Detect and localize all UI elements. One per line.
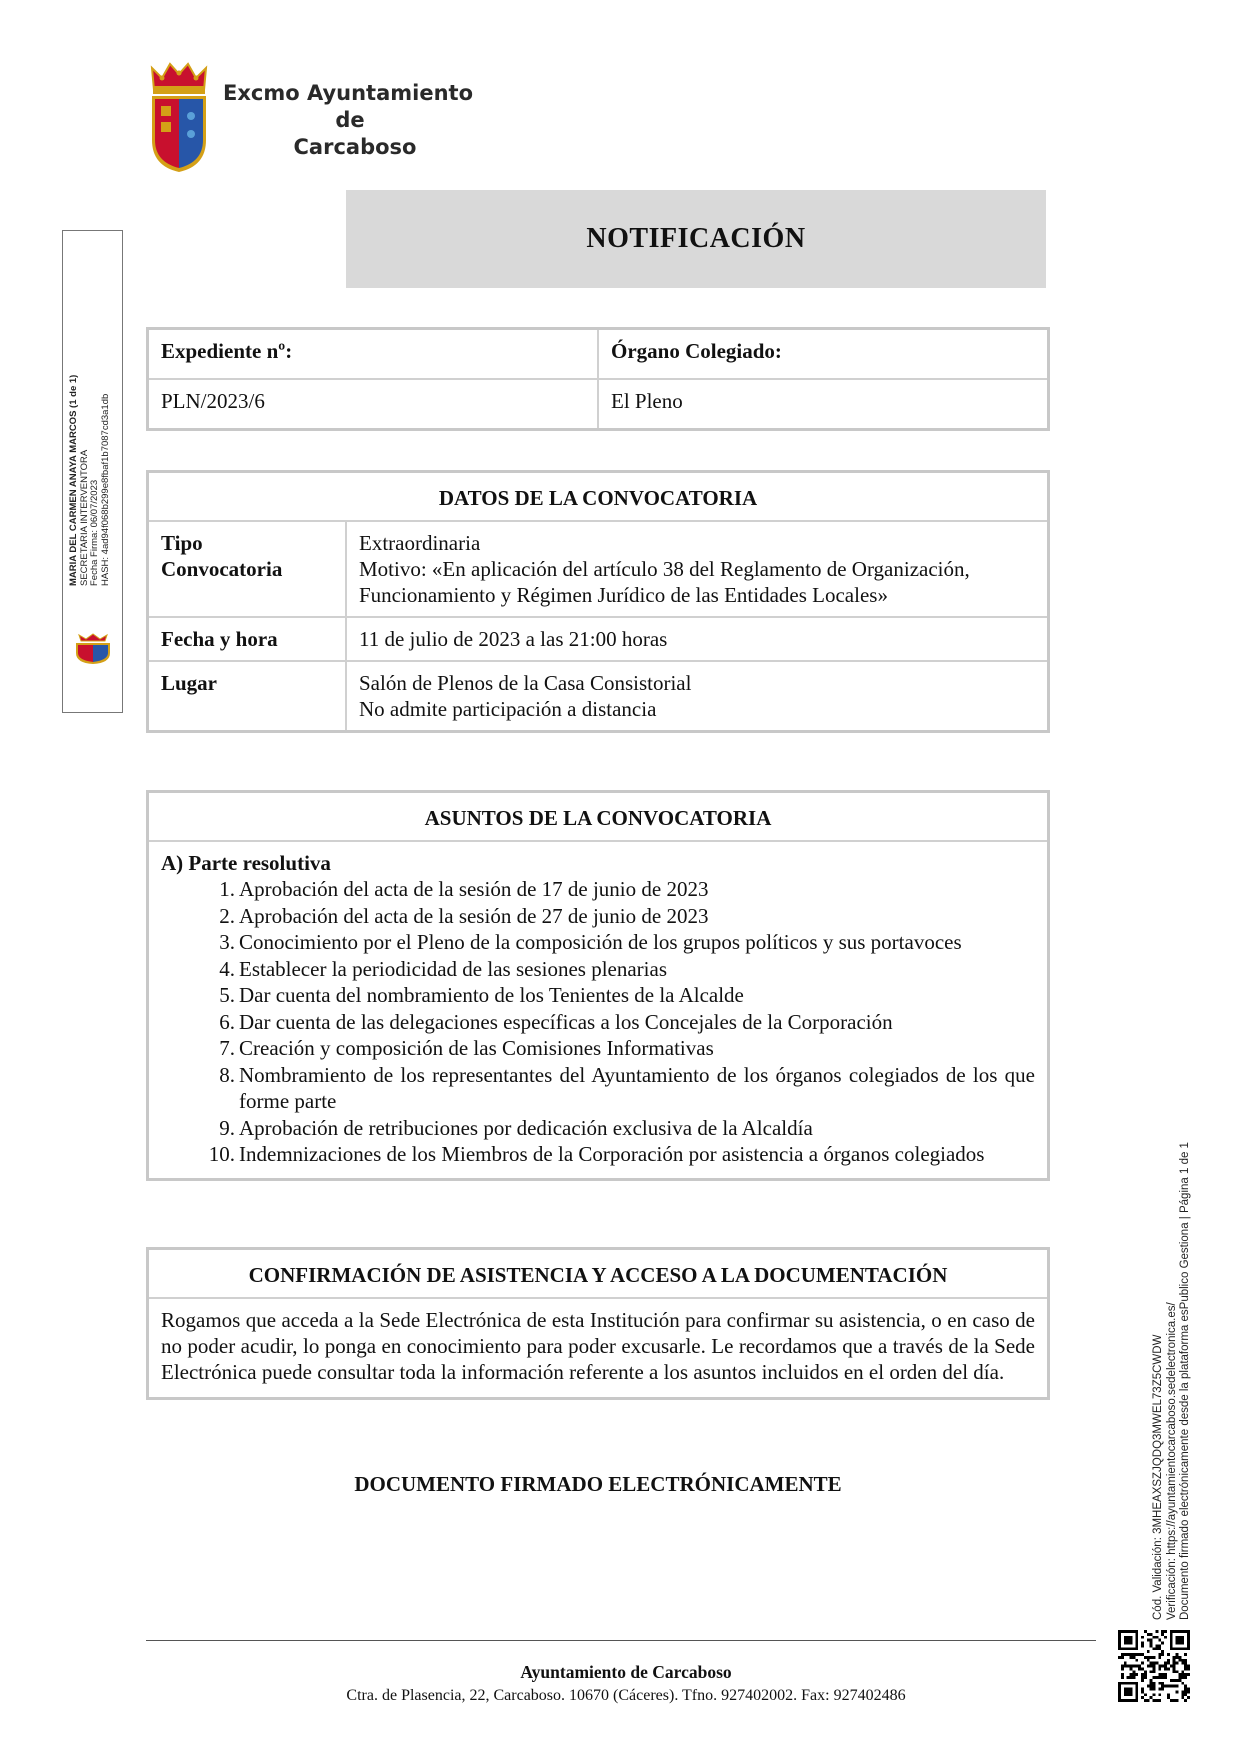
tipo-label-line-2: Convocatoria xyxy=(161,557,283,581)
title-band xyxy=(346,190,1046,288)
asunto-item xyxy=(161,956,1035,983)
organo-label: Órgano Colegiado: xyxy=(598,329,1049,380)
fecha-label: Fecha y hora xyxy=(148,617,347,661)
tipo-label-line-1: Tipo xyxy=(161,531,203,555)
asunto-text: Establecer la periodicidad de las sesiones plenarias xyxy=(239,956,667,981)
asunto-item xyxy=(161,876,1035,903)
asuntos-list xyxy=(161,876,1035,1168)
asunto-number: 6. xyxy=(219,1009,235,1034)
tipo-value xyxy=(346,521,1049,617)
signature-stamp-text xyxy=(69,375,111,586)
signature-stamp xyxy=(62,230,123,713)
asunto-number: 10. xyxy=(208,1142,235,1166)
confirmacion-body: Rogamos que acceda a la Sede Electrónica de esta Institución para confirmar su asistencia, o en caso de no poder acudir, lo ponga en conocimiento para poder excusarle. Le recordamos que a través de la Sede Electrónica puede consultar toda la información referente a los asuntos incluidos en el orden del día. xyxy=(148,1298,1049,1399)
datos-convocatoria-table xyxy=(146,470,1050,733)
datos-heading: DATOS DE LA CONVOCATORIA xyxy=(148,472,1049,522)
stamp-coat-of-arms-icon xyxy=(73,633,113,665)
footer-divider xyxy=(146,1640,1096,1641)
asunto-text: Conocimiento por el Pleno de la composición de los grupos políticos y sus portavoces xyxy=(239,930,962,954)
asuntos-body xyxy=(148,841,1049,1179)
asuntos-table xyxy=(146,790,1050,1181)
firmado-notice: DOCUMENTO FIRMADO ELECTRÓNICAMENTE xyxy=(354,1472,842,1496)
fecha-value: 11 de julio de 2023 a las 21:00 horas xyxy=(346,617,1049,661)
confirmacion-table xyxy=(146,1247,1050,1400)
asunto-item xyxy=(161,982,1035,1009)
asunto-text: Aprobación del acta de la sesión de 27 de junio de 2023 xyxy=(239,903,709,928)
tipo-label xyxy=(148,521,347,617)
asunto-item xyxy=(161,1035,1035,1062)
asunto-text: Nombramiento de los representantes del Ayuntamiento de los órganos colegiados de los que forme parte xyxy=(239,1062,1035,1113)
asunto-number: 3. xyxy=(219,930,235,954)
org-name-line-1: Excmo Ayuntamiento xyxy=(223,81,474,105)
asunto-item xyxy=(161,1062,1035,1115)
asunto-item xyxy=(161,1009,1035,1036)
validation-text xyxy=(1152,1142,1193,1620)
footer-address: Ctra. de Plasencia, 22, Carcaboso. 10670 (Cáceres). Tfno. 927402002. Fax: 927402486 xyxy=(346,1687,906,1704)
expediente-value: PLN/2023/6 xyxy=(148,379,599,430)
signature-date: Fecha Firma: 06/07/2023 xyxy=(89,479,100,586)
asunto-number: 1. xyxy=(219,877,235,901)
lugar-value-line-2: No admite participación a distancia xyxy=(359,697,657,721)
asunto-item xyxy=(161,1141,1035,1168)
confirmacion-heading: CONFIRMACIÓN DE ASISTENCIA Y ACCESO A LA DOCUMENTACIÓN xyxy=(148,1249,1049,1299)
tipo-value-line-1: Extraordinaria xyxy=(359,531,481,555)
asunto-number: 5. xyxy=(219,983,235,1007)
asunto-text: Dar cuenta del nombramiento de los Tenientes de la Alcalde xyxy=(239,983,744,1007)
asunto-number: 2. xyxy=(219,903,235,928)
lugar-value xyxy=(346,661,1049,732)
tipo-value-line-3: Funcionamiento y Régimen Jurídico de las Entidades Locales» xyxy=(359,583,888,607)
signer-name: MARIA DEL CARMEN ANAYA MARCOS (1 de 1) xyxy=(68,374,79,586)
lugar-value-line-1: Salón de Plenos de la Casa Consistorial xyxy=(359,671,692,695)
asunto-item xyxy=(161,929,1035,956)
lugar-label: Lugar xyxy=(148,661,347,732)
org-name-line-2: de xyxy=(335,108,365,132)
coat-of-arms-logo xyxy=(148,60,210,174)
organization-name xyxy=(215,80,485,161)
asunto-text: Dar cuenta de las delegaciones específicas a los Concejales de la Corporación xyxy=(239,1009,893,1034)
expediente-label: Expediente nº: xyxy=(148,329,599,380)
expediente-table xyxy=(146,327,1050,431)
asuntos-section-title: A) Parte resolutiva xyxy=(161,851,331,875)
asunto-text: Aprobación de retribuciones por dedicación exclusiva de la Alcaldía xyxy=(239,1115,813,1140)
asunto-number: 8. xyxy=(219,1062,235,1087)
validation-platform: Documento firmado electrónicamente desde la plataforma esPublico Gestiona | Página 1 de 1 xyxy=(1179,1142,1191,1620)
asunto-text: Creación y composición de las Comisiones Informativas xyxy=(239,1036,714,1060)
asunto-item xyxy=(161,1115,1035,1142)
validation-code: Cód. Validación: 3MHEAXSZJQDQ3MWEL73Z5CWDW xyxy=(1152,1334,1164,1620)
tipo-value-line-2: Motivo: «En aplicación del artículo 38 del Reglamento de Organización, xyxy=(359,557,970,581)
signer-role: SECRETARIA INTERVENTORA xyxy=(78,449,90,586)
document-title: NOTIFICACIÓN xyxy=(586,223,806,254)
organo-value: El Pleno xyxy=(598,379,1049,430)
asuntos-heading: ASUNTOS DE LA CONVOCATORIA xyxy=(148,792,1049,842)
asunto-number: 9. xyxy=(219,1115,235,1140)
asunto-text: Indemnizaciones de los Miembros de la Corporación por asistencia a órganos colegiados xyxy=(239,1142,985,1166)
asunto-number: 4. xyxy=(219,956,235,981)
asunto-item xyxy=(161,903,1035,930)
asunto-text: Aprobación del acta de la sesión de 17 de junio de 2023 xyxy=(239,877,709,901)
footer-org-name: Ayuntamiento de Carcaboso xyxy=(520,1662,732,1682)
asunto-number: 7. xyxy=(219,1036,235,1060)
validation-url: Verificación: https://ayuntamientocarcaboso.sedelectronica.es/ xyxy=(1165,1302,1178,1620)
org-name-line-3: Carcaboso xyxy=(293,135,417,159)
signature-hash: HASH: 4ad94f068b299e8fbaf1b7087cd3a1db xyxy=(99,393,111,586)
qr-code-icon xyxy=(1118,1630,1190,1702)
